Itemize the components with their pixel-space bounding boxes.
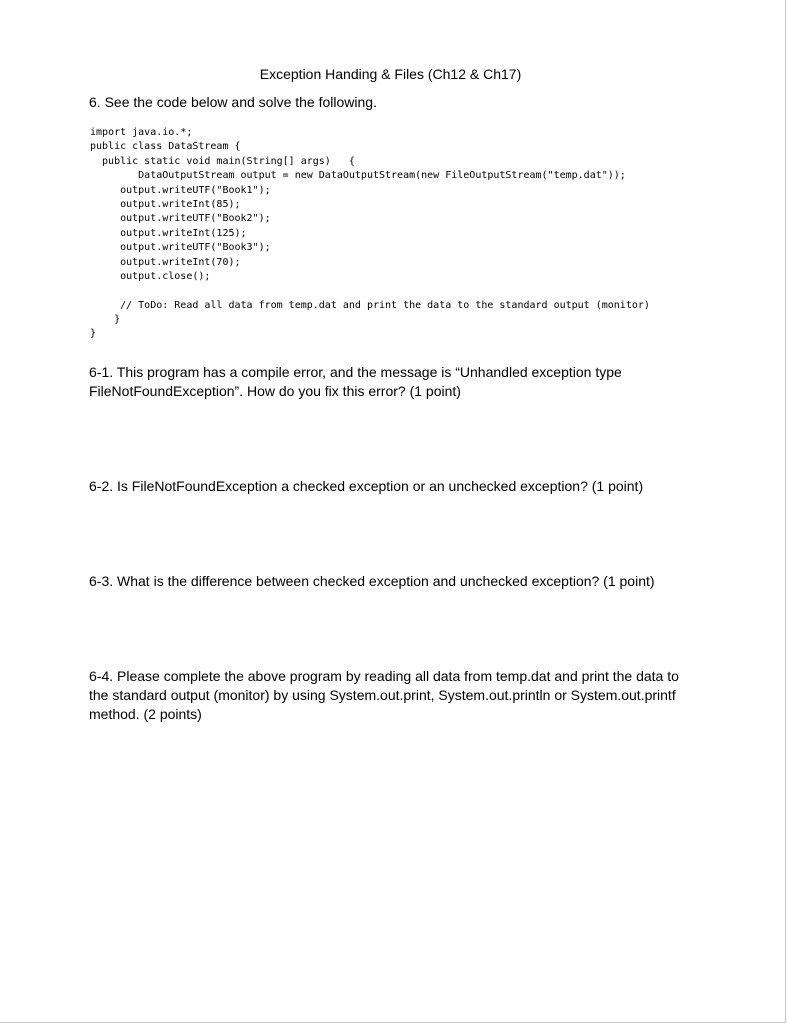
code-line-13: // ToDo: Read all data from temp.dat and print the data to the standard output (monitor) bbox=[90, 299, 650, 311]
code-block bbox=[90, 126, 650, 342]
question-6-1: 6-1. This program has a compile error, and the message is “Unhandled exception type FileNotFoundException”. How do you fix this error? (1 point) bbox=[89, 364, 622, 399]
code-line-3: public static void main(String[] args) { bbox=[90, 155, 355, 167]
code-line-8: output.writeInt(125); bbox=[90, 227, 247, 239]
question-6: 6. See the code below and solve the following. bbox=[89, 94, 377, 110]
code-line-1: import java.io.*; bbox=[90, 127, 193, 138]
question-6-2: 6-2. Is FileNotFoundException a checked exception or an unchecked exception? (1 point) bbox=[89, 478, 644, 494]
code-line-4: DataOutputStream output = new DataOutputStream(new FileOutputStream("temp.dat")); bbox=[90, 170, 626, 182]
code-line-10: output.writeInt(70); bbox=[90, 256, 241, 268]
code-line-11: output.close(); bbox=[90, 270, 211, 282]
code-line-15: } bbox=[90, 328, 97, 340]
question-6-4: 6-4. Please complete the above program by reading all data from temp.dat and print the data to the standard output (monitor) by using System.out.print, System.out.println or System.out.printf method. (2 points) bbox=[89, 668, 679, 722]
document-title: Exception Handing & Files (Ch12 & Ch17) bbox=[259, 66, 522, 82]
code-line-14: } bbox=[90, 314, 121, 326]
code-line-2: public class DataStream { bbox=[90, 141, 241, 153]
code-line-5: output.writeUTF("Book1"); bbox=[90, 184, 271, 196]
code-line-6: output.writeInt(85); bbox=[90, 198, 241, 210]
code-line-12 bbox=[90, 284, 650, 298]
question-6-3: 6-3. What is the difference between checked exception and unchecked exception? (1 point) bbox=[89, 573, 655, 589]
code-line-7: output.writeUTF("Book2"); bbox=[90, 213, 271, 225]
code-line-9: output.writeUTF("Book3"); bbox=[90, 242, 271, 254]
